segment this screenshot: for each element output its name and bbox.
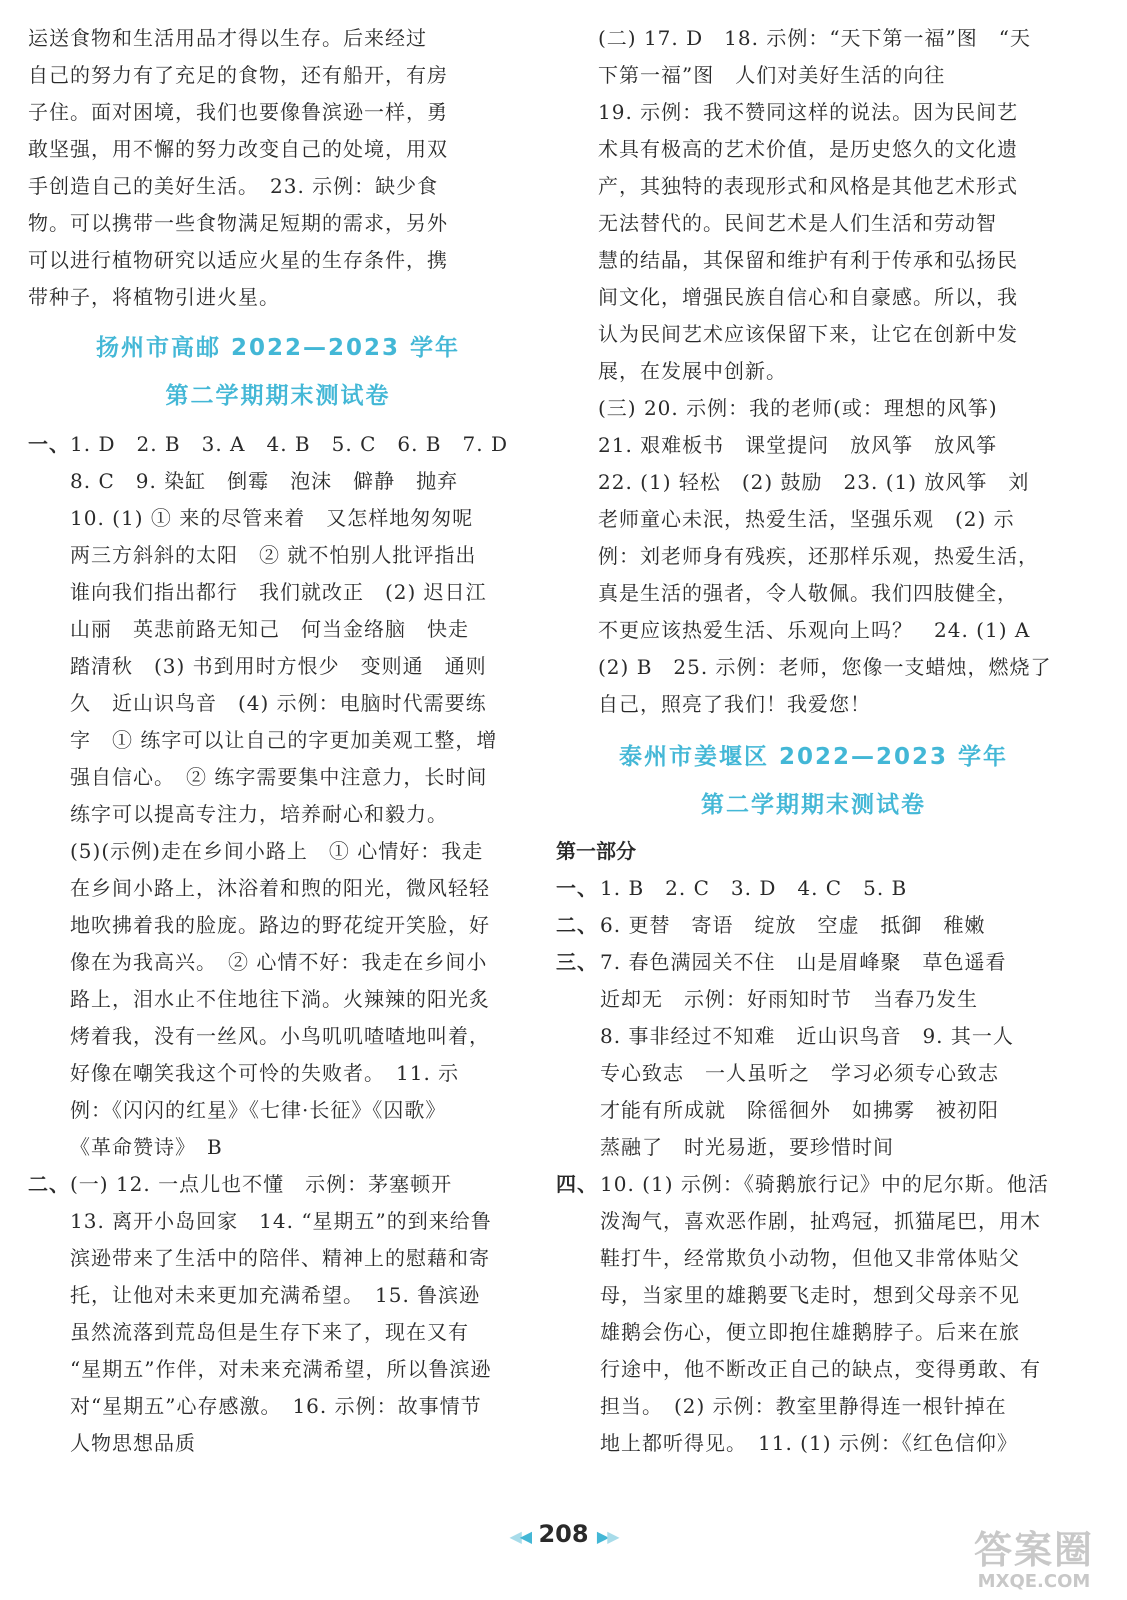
- top-paragraph: [28, 20, 528, 316]
- answer-line: 担当。 (2) 示例：教室里静得连一根针掉在: [600, 1394, 1007, 1418]
- section-marker: 一、: [28, 432, 70, 456]
- answer-line: 烤着我，没有一丝风。小鸟叽叽喳喳地叫着，: [70, 1024, 490, 1048]
- answer-line: 行途中，他不断改正自己的缺点，变得勇敢、有: [600, 1357, 1041, 1381]
- section-two: [28, 1166, 528, 1462]
- answer-line: 例：《闪闪的红星》《七律·长征》《囚歌》: [70, 1098, 447, 1122]
- answer-line: 母，当家里的雄鹅要飞走时，想到父母亲不见: [600, 1283, 1020, 1307]
- section-one: [556, 870, 1071, 907]
- section-two: [556, 907, 1071, 944]
- answer-line: 无法替代的。民间艺术是人们生活和劳动智: [598, 211, 997, 235]
- answer-line: (二) 17. D 18. 示例：“天下第一福”图 “天: [598, 26, 1031, 50]
- text-line: 物。可以携带一些食物满足短期的需求，另外: [28, 211, 448, 235]
- answer-line: 展，在发展中创新。: [598, 359, 787, 383]
- answer-line: “星期五”作伴，对未来充满希望，所以鲁滨逊: [70, 1357, 492, 1381]
- answer-line: 地上都听得见。 11. (1) 示例：《红色信仰》: [600, 1431, 1018, 1455]
- answer-line: 雄鹅会伤心，便立即抱住雄鹅脖子。后来在旅: [600, 1320, 1020, 1344]
- watermark: [959, 1528, 1109, 1594]
- continued-answers: [556, 20, 1071, 723]
- answer-text: 1. B 2. C 3. D 4. C 5. B: [600, 876, 908, 900]
- next-arrow-icon: ▶: [596, 1527, 608, 1546]
- answer-line: 下第一福”图 人们对美好生活的向往: [598, 63, 946, 87]
- answer-line: 好像在嘲笑我这个可怜的失败者。 11. 示: [70, 1061, 460, 1085]
- text-line: 自己的努力有了充足的食物，还有船开，有房: [28, 63, 448, 87]
- answer-line: 专心致志 一人虽听之 学习必须专心致志: [600, 1061, 999, 1085]
- section-marker: 一、: [556, 876, 598, 900]
- answer-line: 踏清秋 (3) 书到用时方恨少 变则通 通则: [70, 654, 487, 678]
- answer-line: 8. C 9. 染缸 倒霉 泡沫 僻静 抛弃: [70, 469, 459, 493]
- answer-line: 21. 艰难板书 课堂提问 放风筝 放风筝: [598, 433, 998, 457]
- text-line: 运送食物和生活用品才得以生存。后来经过: [28, 26, 427, 50]
- section-marker: 三、: [556, 950, 598, 974]
- answer-line: 产，其独特的表现形式和风格是其他艺术形式: [598, 174, 1018, 198]
- answer-line: 《革命赞诗》 B: [70, 1135, 223, 1159]
- answer-line: 托，让他对未来更加充满希望。 15. 鲁滨逊: [70, 1283, 481, 1307]
- answer-line: 19. 示例：我不赞同这样的说法。因为民间艺: [598, 100, 1019, 124]
- answer-line: 山丽 英悲前路无知己 何当金络脑 快走: [70, 617, 469, 641]
- answer-line: 近却无 示例：好雨知时节 当春乃发生: [600, 987, 978, 1011]
- watermark-logo: 答案圈: [973, 1528, 1094, 1572]
- answer-line: 虽然流落到荒岛但是生存下来了，现在又有: [70, 1320, 469, 1344]
- answer-line: (2) B 25. 示例：老师，您像一支蜡烛，燃烧了: [598, 655, 1052, 679]
- answer-line: 慧的结晶，其保留和维护有利于传承和弘扬民: [598, 248, 1018, 272]
- section-one: [28, 426, 528, 1166]
- answer-text: (一) 12. 一点儿也不懂 示例：茅塞顿开: [70, 1172, 453, 1196]
- text-line: 敢坚强，用不懈的努力改变自己的处境，用双: [28, 137, 448, 161]
- answer-text: 10. (1) 示例：《骑鹅旅行记》中的尼尔斯。他活: [600, 1172, 1049, 1196]
- exam-title-line-1: 扬州市高邮 2022—2023 学年: [95, 335, 461, 361]
- text-line: 可以进行植物研究以适应火星的生存条件，携: [28, 248, 448, 272]
- answer-line: 像在为我高兴。 ② 心情不好：我走在乡间小: [70, 950, 488, 974]
- answer-line: 久 近山识鸟音 (4) 示例：电脑时代需要练: [70, 691, 487, 715]
- answer-line: 13. 离开小岛回家 14. “星期五”的到来给鲁: [70, 1209, 492, 1233]
- answer-line: 谁向我们指出都行 我们就改正 (2) 迟日江: [70, 580, 487, 604]
- answer-line: 泼淘气，喜欢恶作剧，扯鸡冠，抓猫尾巴，用木: [600, 1209, 1041, 1233]
- watermark-url: MXQE.COM: [977, 1571, 1091, 1592]
- text-line: 带种子，将植物引进火星。: [28, 285, 280, 309]
- answer-line: (三) 20. 示例：我的老师(或：理想的风筝): [598, 396, 998, 420]
- answer-line: 鞋打牛，经常欺负小动物，但他又非常体贴父: [600, 1246, 1020, 1270]
- answer-line: 练字可以提高专注力，培养耐心和毅力。: [70, 802, 448, 826]
- section-marker: 四、: [556, 1172, 598, 1196]
- answer-line: 术具有极高的艺术价值，是历史悠久的文化遗: [598, 137, 1018, 161]
- section-four: [556, 1166, 1071, 1462]
- answer-line: 蒸融了 时光易逝，要珍惜时间: [600, 1135, 894, 1159]
- answer-line: 对“星期五”心存感激。 16. 示例：故事情节: [70, 1394, 482, 1418]
- answer-line: 两三方斜斜的太阳 ② 就不怕别人批评指出: [70, 543, 477, 567]
- answer-line: (5)(示例)走在乡间小路上 ① 心情好：我走: [70, 839, 484, 863]
- part-label: 第一部分: [556, 839, 636, 863]
- answer-line: [556, 944, 1071, 981]
- answer-line: 才能有所成就 除徭徊外 如拂雾 被初阳: [600, 1098, 999, 1122]
- section-marker: 二、: [556, 913, 598, 937]
- answer-line: 间文化，增强民族自信心和自豪感。所以，我: [598, 285, 1018, 309]
- text-line: 子住。面对困境，我们也要像鲁滨逊一样，勇: [28, 100, 448, 124]
- answer-line: [28, 426, 528, 463]
- answer-line: [556, 1166, 1071, 1203]
- section-marker: 二、: [28, 1172, 70, 1196]
- prev-arrow-icon: ◀: [519, 1527, 531, 1546]
- answer-line: 路上，泪水止不住地往下淌。火辣辣的阳光炙: [70, 987, 490, 1011]
- answer-text: 1. D 2. B 3. A 4. B 5. C 6. B 7. D: [70, 432, 508, 456]
- page-footer: [0, 1520, 1127, 1560]
- exam-title-line-1: 泰州市姜堰区 2022—2023 学年: [618, 744, 1009, 770]
- answer-line: 22. (1) 轻松 (2) 鼓励 23. (1) 放风筝 刘: [598, 470, 1030, 494]
- left-column: [28, 20, 528, 1462]
- right-column: [556, 20, 1071, 1462]
- next-arrow-icon: ▶: [607, 1527, 618, 1546]
- answer-line: 8. 事非经过不知难 近山识鸟音 9. 其一人: [600, 1024, 1014, 1048]
- answer-line: 滨逊带来了生活中的陪伴、精神上的慰藉和寄: [70, 1246, 490, 1270]
- answer-line: 老师童心未泯，热爱生活，坚强乐观 (2) 示: [598, 507, 1015, 531]
- page-number: 208: [538, 1520, 589, 1548]
- answer-line: 不更应该热爱生活、乐观向上吗？ 24. (1) A: [598, 618, 1031, 642]
- answer-line: 真是生活的强者，令人敬佩。我们四肢健全，: [598, 581, 1018, 605]
- answer-line: 强自信心。 ② 练字需要集中注意力，长时间: [70, 765, 488, 789]
- answer-line: 在乡间小路上，沐浴着和煦的阳光，微风轻轻: [70, 876, 490, 900]
- prev-arrow-icon: ◀: [509, 1527, 520, 1546]
- exam-title-line-2: 第二学期期末测试卷: [701, 792, 926, 818]
- answer-line: 例：刘老师身有残疾，还那样乐观，热爱生活，: [598, 544, 1039, 568]
- answer-line: 地吹拂着我的脸庞。路边的野花绽开笑脸，好: [70, 913, 490, 937]
- answer-line: 10. (1) ① 来的尽管来着 又怎样地匆匆呢: [70, 506, 474, 530]
- answer-line: 字 ① 练字可以让自己的字更加美观工整，增: [70, 728, 498, 752]
- text-line: 手创造自己的美好生活。 23. 示例：缺少食: [28, 174, 439, 198]
- section-three: [556, 944, 1071, 1166]
- answer-line: 自己，照亮了我们！我爱您！: [598, 692, 871, 716]
- answer-line: 人物思想品质: [70, 1431, 196, 1455]
- answer-text: 7. 春色满园关不住 山是眉峰聚 草色遥看: [600, 950, 1007, 974]
- answer-text: 6. 更替 寄语 绽放 空虚 抵御 稚嫩: [600, 913, 986, 937]
- answer-line: [28, 1166, 528, 1203]
- exam-title-line-2: 第二学期期末测试卷: [165, 383, 391, 409]
- answer-line: 认为民间艺术应该保留下来，让它在创新中发: [598, 322, 1018, 346]
